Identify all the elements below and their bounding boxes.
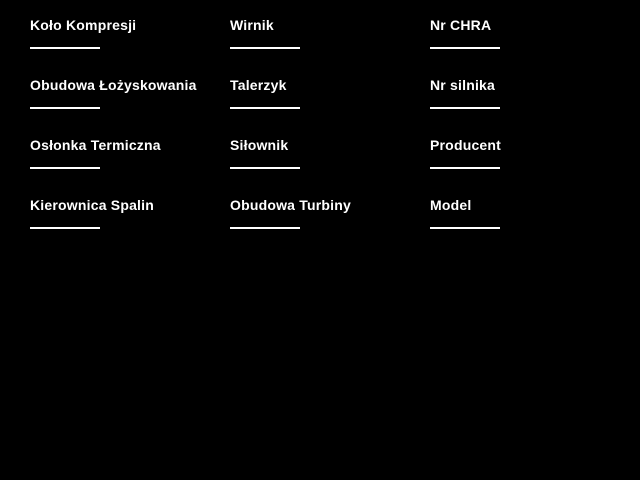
kierownica-spalin-input[interactable]: [30, 210, 100, 229]
model-input[interactable]: [430, 210, 500, 229]
silownik-label: Siłownik: [230, 137, 289, 153]
field-obudowa-lozyskowania: [30, 74, 225, 134]
wirnik-input[interactable]: [230, 30, 300, 49]
obudowa-lozyskowania-label: Obudowa Łożyskowania: [30, 77, 197, 93]
nr-chra-input[interactable]: [430, 30, 500, 49]
talerzyk-label: Talerzyk: [230, 77, 287, 93]
field-obudowa-turbiny: [230, 194, 425, 254]
model-label: Model: [430, 197, 472, 213]
field-nr-silnika: [430, 74, 625, 134]
field-nr-chra: [430, 14, 625, 74]
obudowa-turbiny-label: Obudowa Turbiny: [230, 197, 351, 213]
nr-silnika-label: Nr silnika: [430, 77, 496, 93]
form-column-identification: [430, 14, 625, 254]
field-producent: [430, 134, 625, 194]
kierownica-spalin-label: Kierownica Spalin: [30, 197, 154, 213]
oslonka-termiczna-input[interactable]: [30, 150, 100, 169]
producent-input[interactable]: [430, 150, 500, 169]
field-kierownica-spalin: [30, 194, 225, 254]
field-talerzyk: [230, 74, 425, 134]
kolo-kompresji-label: Koło Kompresji: [30, 17, 137, 33]
kolo-kompresji-input[interactable]: [30, 30, 100, 49]
talerzyk-input[interactable]: [230, 90, 300, 109]
field-kolo-kompresji: [30, 14, 225, 74]
producent-label: Producent: [430, 137, 502, 153]
wirnik-label: Wirnik: [230, 17, 274, 33]
nr-chra-label: Nr CHRA: [430, 17, 492, 33]
form-column-parts-left: [30, 14, 225, 254]
nr-silnika-input[interactable]: [430, 90, 500, 109]
oslonka-termiczna-label: Osłonka Termiczna: [30, 137, 161, 153]
field-wirnik: [230, 14, 425, 74]
silownik-input[interactable]: [230, 150, 300, 169]
obudowa-turbiny-input[interactable]: [230, 210, 300, 229]
form-column-parts-middle: [230, 14, 425, 254]
field-silownik: [230, 134, 425, 194]
field-oslonka-termiczna: [30, 134, 225, 194]
field-model: [430, 194, 625, 254]
obudowa-lozyskowania-input[interactable]: [30, 90, 100, 109]
